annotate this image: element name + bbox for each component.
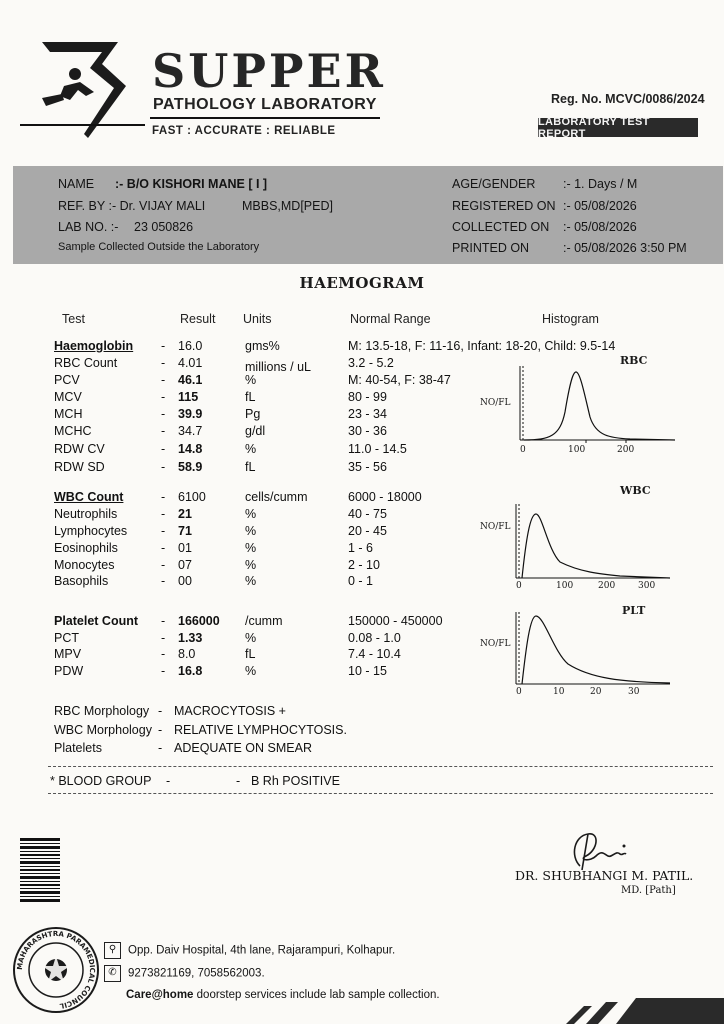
separator-dash: - bbox=[161, 424, 166, 438]
separator-dash: - bbox=[161, 390, 166, 404]
test-unit: % bbox=[245, 541, 257, 555]
test-name: MCH bbox=[54, 407, 83, 421]
registered-on-value: :- 05/08/2026 bbox=[563, 199, 637, 213]
test-unit: % bbox=[245, 558, 257, 572]
test-result: 16.0 bbox=[178, 339, 203, 353]
column-result: Result bbox=[180, 312, 216, 326]
address-text: Opp. Daiv Hospital, 4th lane, Rajarampuri, Kolhapur. bbox=[128, 944, 396, 957]
test-unit: fL bbox=[245, 647, 256, 661]
rbc-morphology-value: MACROCYTOSIS + bbox=[174, 704, 286, 718]
test-name: Monocytes bbox=[54, 558, 115, 572]
test-range: 0 - 1 bbox=[348, 574, 374, 588]
footer-care-at-home bbox=[126, 989, 440, 1001]
test-name: RDW CV bbox=[54, 442, 105, 456]
test-name: WBC Count bbox=[54, 490, 124, 504]
test-result: 46.1 bbox=[178, 373, 203, 387]
phone-icon: ✆ bbox=[104, 965, 121, 982]
doctor-signature bbox=[560, 826, 638, 874]
collected-on-value: :- 05/08/2026 bbox=[563, 220, 637, 234]
registered-on-label: REGISTERED ON bbox=[452, 199, 556, 213]
test-name: RDW SD bbox=[54, 460, 105, 474]
test-result: 21 bbox=[178, 507, 192, 521]
test-name: RBC Count bbox=[54, 356, 118, 370]
test-unit: % bbox=[245, 373, 257, 387]
test-unit: cells/cumm bbox=[245, 490, 308, 504]
test-unit: /cumm bbox=[245, 614, 283, 628]
report-type-badge: LABORATORY TEST REPORT bbox=[538, 118, 698, 137]
wbc-tick: 200 bbox=[598, 581, 616, 591]
wbc-histogram-label: WBC bbox=[620, 484, 651, 497]
plt-tick: 20 bbox=[590, 687, 602, 697]
council-seal-icon bbox=[12, 926, 100, 1014]
platelets-value: ADEQUATE ON SMEAR bbox=[174, 741, 312, 755]
separator-dash: - bbox=[158, 741, 163, 755]
care-at-home-text: doorstep services include lab sample collection. bbox=[193, 989, 440, 1001]
separator-dash: - bbox=[161, 541, 166, 555]
test-range: 2 - 10 bbox=[348, 558, 380, 572]
separator-dash: - bbox=[161, 664, 166, 678]
test-range: 150000 - 450000 bbox=[348, 614, 443, 628]
plt-tick: 30 bbox=[628, 687, 640, 697]
referring-doctor-qualification: MBBS,MD[PED] bbox=[242, 199, 333, 213]
wbc-morphology-value: RELATIVE LYMPHOCYTOSIS. bbox=[174, 723, 347, 737]
test-result: 00 bbox=[178, 574, 192, 588]
test-range: 40 - 75 bbox=[348, 507, 387, 521]
footer-corner-decoration bbox=[556, 988, 724, 1024]
rbc-tick: 0 bbox=[520, 445, 526, 455]
separator-dash: - bbox=[158, 723, 163, 737]
separator-dash: - bbox=[161, 574, 166, 588]
test-unit: % bbox=[245, 574, 257, 588]
rbc-nofl-label: NO/FL bbox=[480, 398, 511, 408]
wbc-morphology-label: WBC Morphology bbox=[54, 723, 152, 737]
test-range: 6000 - 18000 bbox=[348, 490, 422, 504]
test-unit: % bbox=[245, 442, 257, 456]
test-result: 39.9 bbox=[178, 407, 203, 421]
collected-on-label: COLLECTED ON bbox=[452, 220, 550, 234]
separator-dash: - bbox=[161, 356, 166, 370]
footer-address bbox=[104, 942, 395, 959]
rbc-histogram bbox=[510, 362, 680, 456]
test-name: Lymphocytes bbox=[54, 524, 128, 538]
rbc-tick: 200 bbox=[617, 445, 635, 455]
test-result: 16.8 bbox=[178, 664, 203, 678]
test-result: 8.0 bbox=[178, 647, 196, 661]
test-name: Haemoglobin bbox=[54, 339, 134, 353]
column-normal-range: Normal Range bbox=[350, 312, 431, 326]
test-range: 35 - 56 bbox=[348, 460, 387, 474]
test-name: PCT bbox=[54, 631, 79, 645]
test-result: 58.9 bbox=[178, 460, 203, 474]
plt-tick: 10 bbox=[553, 687, 565, 697]
test-name: Neutrophils bbox=[54, 507, 118, 521]
test-result: 71 bbox=[178, 524, 192, 538]
care-at-home-brand: Care@home bbox=[126, 989, 194, 1001]
lab-number-label: LAB NO. :- bbox=[58, 220, 119, 234]
test-range: 3.2 - 5.2 bbox=[348, 356, 394, 370]
plt-nofl-label: NO/FL bbox=[480, 639, 511, 649]
lab-subtitle: PATHOLOGY LABORATORY bbox=[153, 96, 377, 113]
brand-rule bbox=[150, 117, 380, 119]
test-unit: millions / uL bbox=[245, 360, 311, 374]
location-pin-icon: ⚲ bbox=[104, 942, 121, 959]
separator-dash: - bbox=[161, 373, 166, 387]
wbc-tick: 0 bbox=[516, 581, 522, 591]
separator-dash: - bbox=[161, 647, 166, 661]
test-unit: g/dl bbox=[245, 424, 266, 438]
wbc-histogram bbox=[510, 500, 680, 584]
patient-name-value: :- B/O KISHORI MANE [ I ] bbox=[115, 177, 268, 191]
test-result: 14.8 bbox=[178, 442, 203, 456]
printed-on-value: :- 05/08/2026 3:50 PM bbox=[563, 241, 687, 255]
test-range: 80 - 99 bbox=[348, 390, 387, 404]
test-range: 7.4 - 10.4 bbox=[348, 647, 401, 661]
doctor-qualification: MD. [Path] bbox=[621, 885, 676, 896]
test-range: 11.0 - 14.5 bbox=[348, 442, 407, 456]
test-result: 4.01 bbox=[178, 356, 203, 370]
test-result: 115 bbox=[178, 390, 199, 404]
test-unit: % bbox=[245, 664, 257, 678]
test-name: MCV bbox=[54, 390, 82, 404]
separator-dash: - bbox=[158, 704, 163, 718]
barcode-icon bbox=[20, 838, 60, 902]
separator-dash: - bbox=[161, 407, 166, 421]
test-range: M: 40-54, F: 38-47 bbox=[348, 373, 451, 387]
dotted-divider bbox=[48, 766, 713, 767]
rbc-morphology-label: RBC Morphology bbox=[54, 704, 150, 718]
test-range: 1 - 6 bbox=[348, 541, 374, 555]
test-unit: % bbox=[245, 631, 257, 645]
test-range: 0.08 - 1.0 bbox=[348, 631, 401, 645]
test-name: PCV bbox=[54, 373, 80, 387]
test-unit: % bbox=[245, 524, 257, 538]
test-unit: % bbox=[245, 507, 257, 521]
test-range: 10 - 15 bbox=[348, 664, 387, 678]
lab-brand-name: SUPPER bbox=[152, 44, 386, 98]
test-result: 01 bbox=[178, 541, 192, 555]
svg-text:MAHARASHTRA PARAMEDICAL COUNCI: MAHARASHTRA PARAMEDICAL COUNCIL bbox=[15, 929, 97, 1010]
test-name: Platelet Count bbox=[54, 614, 139, 628]
test-result: 1.33 bbox=[178, 631, 203, 645]
separator-dash: - bbox=[166, 774, 171, 788]
test-range: 23 - 34 bbox=[348, 407, 387, 421]
test-unit: fL bbox=[245, 390, 256, 404]
plt-histogram-label: PLT bbox=[622, 604, 646, 617]
referred-by: REF. BY :- Dr. VIJAY MALI bbox=[58, 199, 206, 213]
sample-note: Sample Collected Outside the Laboratory bbox=[58, 241, 260, 253]
test-result: 07 bbox=[178, 558, 192, 572]
rbc-tick: 100 bbox=[568, 445, 586, 455]
wbc-tick: 100 bbox=[556, 581, 574, 591]
test-name: Basophils bbox=[54, 574, 109, 588]
column-test: Test bbox=[62, 312, 85, 326]
dotted-divider bbox=[48, 793, 713, 794]
test-name: MCHC bbox=[54, 424, 92, 438]
plt-tick: 0 bbox=[516, 687, 522, 697]
doctor-name: DR. SHUBHANGI M. PATIL. bbox=[515, 868, 694, 883]
registration-number: Reg. No. MCVC/0086/2024 bbox=[551, 92, 705, 106]
phone-text: 9273821169, 7058562003. bbox=[128, 967, 265, 980]
lab-number-value: 23 050826 bbox=[134, 220, 194, 234]
test-name: MPV bbox=[54, 647, 82, 661]
separator-dash: - bbox=[161, 614, 166, 628]
lab-logo-icon bbox=[40, 38, 135, 148]
blood-group-value: B Rh POSITIVE bbox=[251, 774, 340, 788]
test-range: 20 - 45 bbox=[348, 524, 387, 538]
separator-dash: - bbox=[236, 774, 241, 788]
separator-dash: - bbox=[161, 339, 166, 353]
separator-dash: - bbox=[161, 460, 166, 474]
age-gender-value: :- 1. Days / M bbox=[563, 177, 638, 191]
test-name: PDW bbox=[54, 664, 84, 678]
printed-on-label: PRINTED ON bbox=[452, 241, 530, 255]
wbc-tick: 300 bbox=[638, 581, 656, 591]
test-result: 6100 bbox=[178, 490, 206, 504]
test-range: 30 - 36 bbox=[348, 424, 387, 438]
test-range: M: 13.5-18, F: 11-16, Infant: 18-20, Child: 9.5-14 bbox=[348, 339, 616, 353]
plt-histogram bbox=[510, 608, 680, 688]
separator-dash: - bbox=[161, 490, 166, 504]
separator-dash: - bbox=[161, 524, 166, 538]
patient-name-label: NAME bbox=[58, 177, 95, 191]
column-units: Units bbox=[243, 312, 272, 326]
separator-dash: - bbox=[161, 507, 166, 521]
test-unit: gms% bbox=[245, 339, 280, 353]
lab-tagline: FAST : ACCURATE : RELIABLE bbox=[152, 125, 336, 137]
test-result: 166000 bbox=[178, 614, 220, 628]
age-gender-label: AGE/GENDER bbox=[452, 177, 536, 191]
test-unit: fL bbox=[245, 460, 256, 474]
header-rule-left bbox=[20, 124, 145, 126]
column-histogram: Histogram bbox=[542, 312, 599, 326]
footer-phone bbox=[104, 965, 265, 982]
separator-dash: - bbox=[161, 631, 166, 645]
report-title: HAEMOGRAM bbox=[299, 274, 425, 292]
test-name: Eosinophils bbox=[54, 541, 118, 555]
separator-dash: - bbox=[161, 558, 166, 572]
platelets-label: Platelets bbox=[54, 741, 102, 755]
blood-group-label: * BLOOD GROUP bbox=[50, 774, 152, 788]
wbc-nofl-label: NO/FL bbox=[480, 522, 511, 532]
test-result: 34.7 bbox=[178, 424, 203, 438]
test-unit: Pg bbox=[245, 407, 261, 421]
separator-dash: - bbox=[161, 442, 166, 456]
rbc-histogram-label: RBC bbox=[620, 354, 648, 367]
